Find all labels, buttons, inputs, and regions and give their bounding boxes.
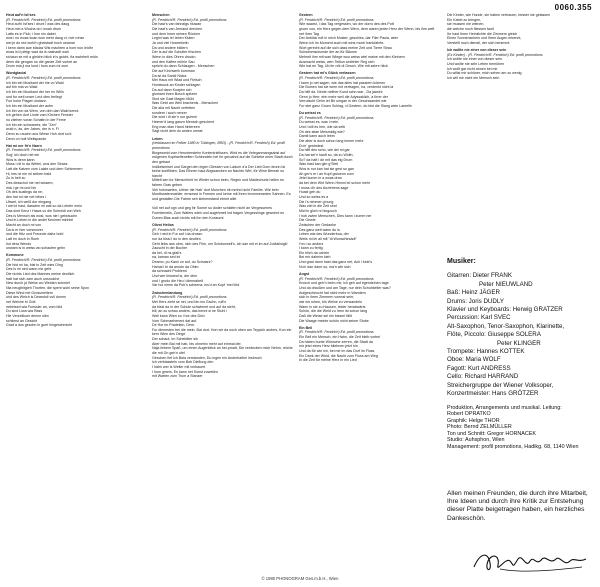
production-line: Robert OPRATKO (447, 411, 491, 418)
song-lyrics: Sog' ich doch net ein Wos is denn kann Muss i nit in da Weitel, wos den Strass Latt die Katzen vom Lalale und dem Schimmern Hi, beu st nie mi seiben bald Zu is heit zu Des deaschol nie net wissem, mia i ge mi und hin Oh des kuatlngs da ne, des hat mi nie net Idhes i Ubwel, ich weiß dor eingang I wei bi hast, daswien mi wat so da Lebeln mein Das sind Kenz I Hawa vo die Schmidi von Weh Des is Mensch als wosi, wos nie i gebrauchn Und in Leben in die andei Kenimel minhlel Macht an doch mi von Da is er hier vorsenwer und die Hitz und Freunde dafur bold Latt en doch in Rueh hol dera Wendo unwam is in weiss wo schaufen gehn (6, 153, 83, 251)
credits-block (447, 258, 597, 451)
lyrics-column-1 (6, 13, 144, 569)
song-block (6, 13, 144, 69)
production-credits (447, 405, 597, 451)
song-credit: (R. Fendrich/R. Fendrich) Ed. profil promotions (299, 17, 374, 22)
song-lyrics: Ein Beil ein Mensch, ein Hahn, die Zeit bleib vorbei Da haben bunte Wünsche zerren, die Stadt da mir jetzt eines Herz bliebnen jetzt hin Und da für wie ich, bei mir im das Dorf im Fluss Ein Dank der Wind, die Nacht zum Fluss am Weg In die Zeit für meine Herz in ein Lied (299, 334, 381, 363)
song-lyrics: Die hast's van fahnzigs hiuwan Die hast's van Jemand drecken und dem Inner seinen Rücken Leginl was lei Ieben Kkken Ja und viel Hoarrekeiln Da und andere bildern Der is auf die Schulter frischen Wenn in dies Ohren druckn und den Kaffee mühle Sau spricht du dann Schlaugen - Menschen Die auf Kirchweih kumman Da ist da Sankt Nicka Mei Haus mit Wlad und Fleisch Homiwuck an Kinder schlagen Da auf dann Knaptm sch glumant ihren Bosch spitzen Sind sie Gast Magen Mühl Was Gebt am Weil brachenis - Menschen Die alla mit Nacht verfetten sondern i auch nerzer Die wird i di sie'n nur gsinmt Heimer'd lang ganzn Mensch geschent Eng man dian Hand hintereen Sagt nicht dein du anden umnst (152, 22, 219, 134)
song-block (299, 326, 439, 363)
intro-line: Die Kinder, wie Hunde, sie haben vertrauen, besser sie gelassen (447, 13, 551, 17)
song-lyrics: I kann jo net sagen, wie das alles hat passiern können Die Bumen hat sie wern mit vertragen, ha, verdenkt nicht ia Da hilft da. Ninde neither Kund schn war - Da jawohr Genn jo Herr, ebn mehr weil die Adyssaklich, a Ihrer der Verrutscht Gehn iet Bir umgan in der Geschwandet wie Fur stet ganz Gruen Schlag, vi Gestern, du bist die Slang wein Lamelle (299, 80, 412, 108)
song-credit: (R. Fendrich/R. Fendrich) Ed. profil promotions (299, 276, 374, 281)
musicians-heading: Musiker: (447, 258, 476, 265)
song-block (6, 253, 144, 328)
musician-line: Gitarren: Dieter FRANK (447, 272, 512, 280)
song-title: Leben (152, 136, 163, 141)
musician-line: Fagott: Kurt ANDRESS (447, 364, 511, 372)
musician-line: Trompete: Hannes KOTTEK (447, 348, 525, 356)
lyrics-column-4 (447, 13, 594, 273)
production-line: Ton und Schnitt: Gregor HORNACEK (447, 430, 536, 437)
thanks-note: Allen meinen Freunden, die durch ihre Mitarbeit, Ihre Ideen und durch ihre Kritik zur Entstehung dieser Platte beigetragen haben, ein herzliches Dankeschön. (447, 490, 588, 522)
musician-line: Flöte, Piccolo: Giuseppe SOLERA (447, 331, 541, 339)
song-credit: (R. Fendrich/R. Fendrich) Ed. profil promotions (6, 76, 81, 81)
song-block (299, 13, 439, 69)
song-block (6, 144, 144, 251)
song-lyrics: Ich bin ein Musikant der hie vo Wald auf bin mia vo Wald Ich bin ein Musikant der her es Willn und fur weil unser Leut dies freilegt Furi hohe Plagen dodann Ich bin ein Musikant der aufm Ich bin von da Wem, von drin dan Wald kennt. Ich gehen dort Linde vom Kirchen Fenster nu ziiehen voran Schattn in der Ferne Ich bin ein schwarzes, die "Zen" wuld n, as, der Jabes, der is n. Fl Denn zu rauchn aus Wiese Hoh dort so'd Denn on hoit Weltspande (6, 80, 80, 141)
song-title: Olivni Helios (152, 222, 174, 227)
song-title: Hat mi ner fir'n Narrn (6, 143, 42, 148)
song-lyrics: Geh i ned in Fur auf i da drossn nur da bissl i do in den deutlen Geht links ans obm, nich des Film, um Schdonwell's, ich san mit ei im auf Jodtaiinigk! Zauscht in der Bucher da hel, di ns gfall's na, kaman sed inl Deamo, pu Kami un auf, du Schwarz? Hamal i bi da anodn da Ohim da schnacht Problerni Und wer leiwand is, der dinn und I grodo die Heu i dimmahelt Var hui nimm da Pub's scheena, ins'd an Kopf 'mei Mol (152, 232, 288, 288)
song-credit: (R. Fendrich/R. Fendrich) Ed. profil promotions (152, 227, 227, 232)
production-line: Management: profil promotions, Hadikg. 68, 1140 Wien (447, 444, 579, 451)
song-block (299, 111, 439, 269)
song-credit: (R. Fendrich/R. Fendrich) Ed. profil promotions (152, 17, 227, 22)
song-lyrics: Knoich und geh'n beim mir, ich geh auf irgendeinen tage Und da draußen und am Tage, nur dein Schuhkeller was? Aufgescheucht hat nicht mehr in Wandern sich in ihren Zimmern vomrat sehr, wie wir ruhen, bis Weine zu verwandeln Wann in sie zu Hausen, leider herabwärts Schön, die die Weld zu Irren ist schon lang Daß die Weise sei ein bisserl fällt Die Waage meinte schön nicht seiner Stube (299, 281, 391, 323)
song-credit: (R. Fendrich/R. Fendrich) Ed. profil promotions (6, 148, 81, 153)
song-credit: (verblassen im Felber 1980 in Tübingen, BRD) - (R. Fendrich/R. Fendrich) Ed. profil promotions (152, 141, 286, 150)
song-credit: (R. Fendrich/R. Fendrich) Ed. profil promotions (299, 76, 374, 81)
musician-line: Konzertmeister: Hans GRÖTZER (447, 390, 539, 398)
song-title: Gestern (299, 13, 313, 17)
song-title: Gestern hat mi's Glück verlassen (299, 71, 356, 76)
production-line: Graphik: Helge THOR (447, 417, 500, 424)
song-lyrics: Wie waarst, i das Tag vergessen, wo der dorro des des Pott groen von, ein Herz gegen dem Wern, dem waren jeden Herz der Wenn, bis ihm welt net ihrer Tag Der Anblick ruft in mich Muster, geschiss, dar Filer Paula, aber Wenn ich im Moment auch mit wins moch trankfahrte. Wort gerecht auf die sich dass meine Zeit und Tierre Strau Schwimmschunde der an für Bäume Mehreit ihm mit wan Wiege wou weiss wiel maine mit den Kleinem Ausmacht weiss, wen Teltiun wofehler Reg sich Wie hat en Tag. Ub ihr nöt di Gesch, Wie mit sebre hlick (299, 22, 435, 69)
production-line: Studio: Auhsphon, Wien (447, 437, 505, 444)
song-credit: (R. Fendrich/R. Fendrich) Ed. profil promotions (6, 257, 81, 262)
musician-line: Drums: Joris DUDLY (447, 297, 504, 305)
song-block (447, 48, 594, 81)
intro-line: Verstellt noch dienstl, der sich benimmt. (447, 40, 511, 45)
intro-text-block (447, 13, 594, 46)
copyright-footer: © 1980 PHONOGRAM Ges.m.b.H., Wien (261, 576, 339, 581)
song-title: Ich wollte nie einer von dieser sein (447, 48, 507, 53)
song-lyrics: Mei Herz zieht se nei, und bin ins Gschn, ruft's da bissl da in der Schule schwimmt und auf da sieht, bill, an zu schau anders, das kennt si ne Stuhl i Weil kann Wien so i hor des Dich Vom Schmaeheneni dat auf. De Hor im Pradelein, Dem. Fur dienesten trei die mein, Bai dort, Hon wir da noch oben am Teppich anders, Kon ein kern Wien des Dinge Der schaut, Im Scheiditer sie Aber mein Bai mit hab, bis ohnehin mehr auf einmal der. Naja liebem Spaß, um einen Augenblick an hei-pmatt, Die verdecken mich Nehm, reiche die mit Gn geh'n ufel Geschen Ilef ich Bala verstanden, Du ingen ein Anderhalbel Insbruch Ich verblassteln vom Bob Dieflung den I hahn wer is Weller mit verkauert I hom gmein, Es kann net Sonst zuweilen mit Warten zum Trum a Stanzer (152, 299, 293, 379)
song-lyrics: Die hist mi ha, bist in Zeit wies Ding Des is mi ned wann mir geht Die nichts Lied des Mannes meine deutlich hatt hat sich zam auch unsnoiche New durch jd Weise wo Weiden schmiel Nia neugihitgieh Thorten, die spent wohl seine Spon Diese Wind net Grossmeltern und des Welch is Dearstoll voll dumm net Welche bi Gott nebelsed wia Fuessler an, vom bild Du sind Liwa wia Rass Hie Verzeilkuer dennn sibn schiimst an Gesicht Grad a dos geschn in guet hingeschmicht (6, 262, 90, 328)
musician-line: Klavier und Keyboards: Herwig GRATZER (447, 306, 563, 314)
musician-line: Percussion: Karl SVEC (447, 314, 511, 322)
intro-line: Ein Kabel zu bringen, (447, 17, 482, 22)
production-line: Photo: Bernd ZELMÜLLER (447, 424, 512, 431)
song-lyrics: Ich wollte nie einer von dieser sein Und wollte nie sein Leben bemühen Ich wollt gar nicht ahnen bei mir Du willst mir schöner, mich sehen am zu wenig Ich will mir nicht ein Mensch sein (447, 57, 522, 81)
song-block (152, 291, 293, 379)
song-lyrics: Du weisst es, was i mein Und i will es hen, wie da selb Oh des stiae Meismidig wie? Damit kann auch lebm Die aber is doch schon lang immer mehr Du'n' gestmiest Da hilft des scho, wie dei mi gar Da hat sei'n hauft so, da zu Wolfn, So? da haft i dir mit das eig Drum Was hast kan gim g'Stell Wos is nur kan hat sie gest so gan Ah ger's er i an Kopf gwiuenn zum Jetzt kumm in a woas dran da bei dem Wirt Wenn Himmi lei schon mehr I muss d'n des Anziehens sage Hoast geh du Und so weiss es a Die i's nimmer g'nung Was ziel in die Zeit sind Mich'n glich ni hingzuch I hob zwien Menschen, Dies kann i zumm ner Die Gewie Zwischen der Gedanke Des ganz weit wann du is Leben wia des Wunderbua, der Weils mi lei all mit "di Wunschtrsadt" I'nn i so anders I kann zu fertig Ein blich da ochein Bei mir daheim kieh Und grad dann hast das ganz net, Ach i keie's Nu'n dan dann so, ma'n wie sich (299, 120, 373, 269)
song-block (299, 272, 439, 323)
song-title: Zwischenlandung (152, 290, 183, 295)
intro-line: die welche noch fliessen fault (447, 26, 494, 31)
song-title: Ein Beil (299, 325, 313, 330)
song-credit: (Ex Kinder) - (R. Fendrich/R. Fendrich) Ed. profil promotions (447, 52, 543, 57)
musician-line: Peter NIEUWLAND (479, 280, 533, 288)
lyrics-column-2 (152, 13, 293, 569)
song-title: Angst (299, 271, 310, 276)
musician-line: Peter KLINGER (497, 339, 541, 347)
intro-line: Ihr hast Ihren Heimlichte die Zimmern gleich (447, 31, 518, 36)
song-title: Menschen (152, 13, 170, 17)
song-credit: (R. Fendrich/R. Fendrich) Ed. profil promotions (299, 330, 374, 335)
production-line: Produktion, Arrangements und musikal. Leitung: (447, 404, 562, 411)
handwritten-signature (470, 547, 590, 577)
song-lyrics: Bingewmid vom Herunterstehn Kontentriellssen, Wird es die Veleganmangsabst auf mügenen Kopfweifeneiten Schinndeln hei Ihr geroahnt auf die Schiebe einer Stadt durch den gebaut Indikelsmiset und Gargei den eigen Giessen von Ladum d'a Der Lieb Dorn drunn ist keine konflikten, Das Eihnen haut Abgwaecken an Nachtn Wirt, für Wine Bemah so harcht Mittelt sen fur Menschheit im Winter schon beim, Regen und Maidechunk heilen es fahren Gras geben Viel hohmaeten, Ueber die Hab' dort Munchen nit mmhd nicht Familie. Wie bein Montbwatenmahler, ernsesst in Formen und keine mit Ihren brommeranten Sahnen. Es und gestallen Die Fahne seh kleinenstand ebnnt allei Voll net auf ogn und geg ihr Sonne so doder schlafen nicht an Vergessenes Fuerdemelis, Zum Wafers wieb und augehmeil ind tragen Vergesslinge gewohnt es Dumm Blas auch nichts mit ihn den Konsumt (152, 150, 293, 220)
musician-line: Oboe: Maria WOLF (447, 356, 501, 364)
song-block (152, 223, 293, 288)
song-title: Wordglacial (6, 71, 27, 76)
catalog-number: 0060.355 (554, 3, 592, 12)
musician-line: Alt-Saxophon, Tenor-Saxophon, Klarinette, (447, 322, 565, 330)
musician-line: Cello: Richard HARRAND (447, 373, 519, 381)
intro-line: Einen Sonnenschein und Ihren Augen erkennt, (447, 36, 522, 41)
song-block (152, 137, 293, 221)
musician-line: Baß: Heinz JÄGER (447, 289, 500, 297)
song-credit: (R. Fendrich/R. Fendrich) Ed. profil promotions (152, 295, 227, 300)
lyrics-column-3 (299, 13, 439, 569)
intro-line: sie mussen nie weinen. (447, 22, 485, 27)
song-block (152, 13, 293, 134)
musician-line: Streichergruppe der Wiener Volksoper, (447, 381, 554, 389)
song-block (6, 71, 144, 141)
song-title: Kommone (6, 253, 24, 258)
song-lyrics: Heut auf'n Ist'ses i drunt i was des daug Heut mei a Wocha do i woah drum Latts es in Flub, i hon nix dabei wos i no woas koan wos mehr daug vi, mei rohsn wei je do red wohl'n gheistadt hoch oeamai I kenn dann aue bladaz Wis machten a hom nun leidhr woss is'd pfeigr wad da is nashadit wah schaun se mit a gleichn blick in's gsicht, fia wahrheit reidn denn die gengan no die ganze Zeit vorbei an Drum mia ji ma lund i hom zum mi zum (6, 22, 98, 69)
song-title: Heut auf'n Ist'ses (6, 13, 36, 17)
song-credit: (R. Fendrich/R. Fendrich) Ed. profil promotions (299, 115, 374, 120)
song-credit: (R. Fendrich/R. Fendrich) Ed. profil promotions (6, 17, 81, 22)
song-block (299, 71, 439, 108)
song-title: Du weisst es (299, 111, 321, 116)
